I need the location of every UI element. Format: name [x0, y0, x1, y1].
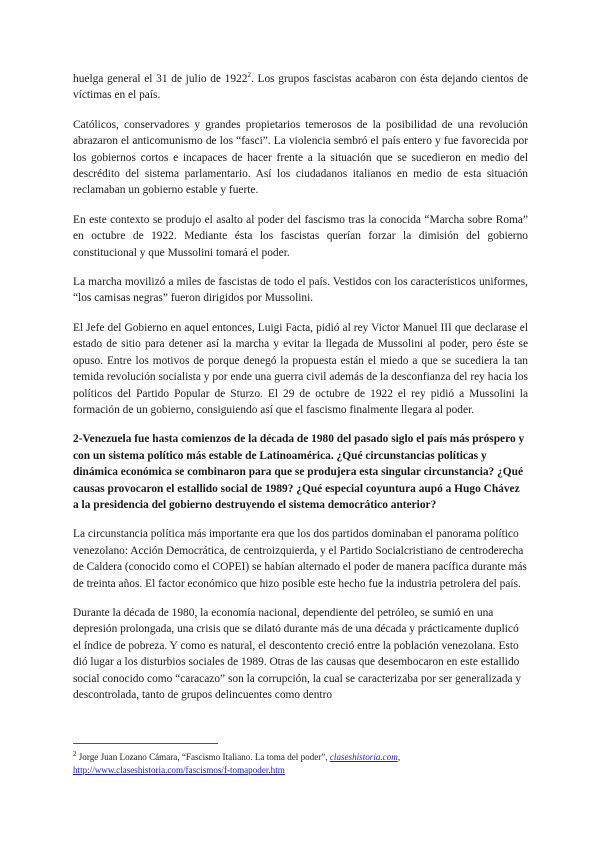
question-heading: 2-Venezuela fue hasta comienzos de la década de 1980 del pasado siglo el país más próspero y con un sistema político más estable de Latinoamérica. ¿Qué circunstancias políticas y dinámica económica se combinaron para que se produjera esta singular circunstancia? ¿Qué causas provocaron el estallido social de 1989? ¿Qué especial coyuntura aupó a Hugo Chávez a la presidencia del gobierno destruyendo el sistema democrático anterior? — [73, 433, 525, 511]
paragraph-2: Católicos, conservadores y grandes propietarios temerosos de la posibilidad de una revolución abrazaron el anticomunismo de los “fasci”. La violencia sembró el país entero y fue favorecida por los gobiernos cortos e incapaces de hacer frente a la situación que se sucedieron en medio del descrédito del sistema parlamentario. Así los ciudadanos italianos en medio de esta situación reclamaban un gobierno estable y fuerte. — [73, 118, 528, 197]
footnote: $^2$ Jorge Juan Lozano Cámara, “Fascismo Italiano. La toma del poder”, claseshistoria.com, http://www.claseshistoria.com/fascismos/f-tomapoder.htm — [73, 749, 401, 775]
footnote-number: 2 — [73, 749, 77, 758]
paragraph-3: En este contexto se produjo el asalto al poder del fascismo tras la conocida “Marcha sobre Roma” en octubre de 1922. Mediante ésta los fascistas querían forzar la dimisión del gobierno constitucional y que Mussolini tomará el poder. — [73, 213, 528, 259]
footnote-url-link[interactable]: http://www.claseshistoria.com/fascismos/f-tomapoder.htm — [73, 765, 285, 775]
footnote-reference[interactable]: 2 — [247, 71, 251, 80]
paragraph-5: El Jefe del Gobierno en aquel entonces, Luigi Facta, pidió al rey Victor Manuel III que declarase el estado de sitio para detener así la marcha y evitar la llegada de Mussolini al poder, pero éste se opuso. Entre los motivos de porque denegó la propuesta están el miedo a que se sucediera la tan temida revolución socialista y por ende una guerra civil además de la desconfianza del rey hacia los políticos del Partido Popular de Sturzo. El 29 de octubre de 1922 el rey pidió a Mussolini la formación de un gobierno, consiguiendo así que el fascismo finalmente llegara al poder. — [73, 321, 528, 416]
paragraph-1: huelga general el 31 de julio de 1922$^2$. Los grupos fascistas acabaron con ésta dejando cientos de víctimas en el país. — [73, 71, 528, 102]
paragraph-4: La marcha movilizó a miles de fascistas de todo el país. Vestidos con los característicos uniformes, “los camisas negras” fueron dirigidos por Mussolini. — [73, 276, 528, 305]
footnote-site-link[interactable]: claseshistoria.com — [329, 752, 398, 762]
paragraph-7: Durante la década de 1980, la economía nacional, dependiente del petróleo, se sumió en una depresión prolongada, una crisis que se dilató durante más de una década y prácticamente duplicó el índice de pobreza. Y como es natural, el descontento creció entre la población venezolana. Esto dió lugar a los disturbios sociales de 1989. Otras de las causas que desembocaron en este estallido social conocido como “caracazo” son la corrupción, la cual se caracterizaba por ser generalizada y descontrolada, tanto de grupos delincuentes como dentro — [73, 606, 522, 701]
footnote-separator — [73, 743, 218, 744]
paragraph-6: La circunstancia política más importante era que los dos partidos dominaban el panorama político venezolano: Acción Democrática, de centroizquierda, y el Partido Socialcristiano de centroderecha de Caldera (conocido como el COPEI) se habían alternado el poder de manera pacífica durante más de treinta años. El factor económico que hizo posible este hecho fue la industria petrolera del país. — [73, 528, 527, 590]
body-text — [73, 71, 528, 716]
footnote-text: Jorge Juan Lozano Cámara, “Fascismo Italiano. La toma del poder”, — [76, 752, 330, 762]
